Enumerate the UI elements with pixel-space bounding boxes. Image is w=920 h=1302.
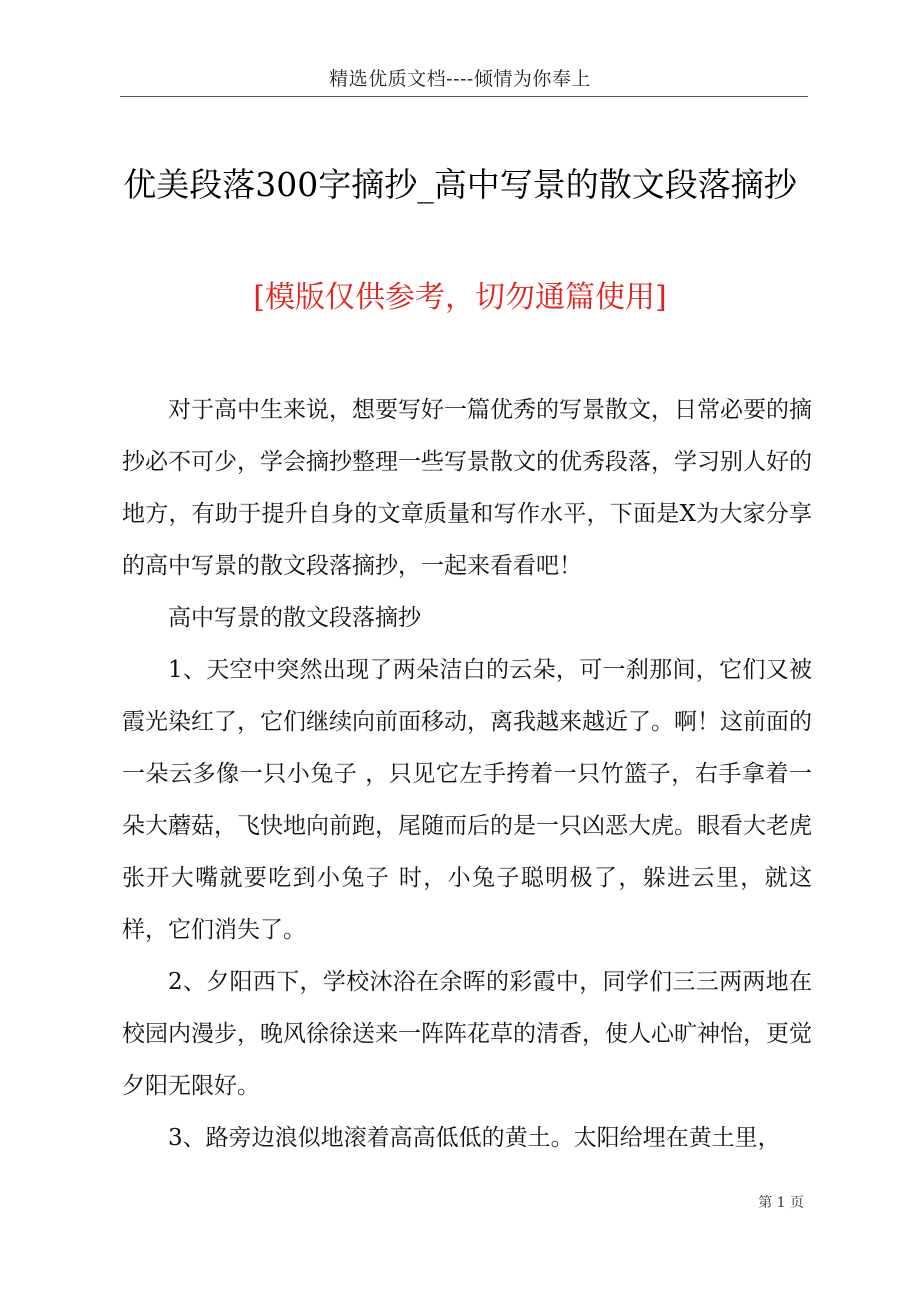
document-body (122, 384, 812, 1164)
excerpt-paragraph-2: 2、夕阳西下，学校沐浴在余晖的彩霞中，同学们三三两两地在校园内漫步，晚风徐徐送来一阵阵花草的清香，使人心旷神怡，更觉夕阳无限好。 (122, 969, 812, 1099)
excerpt-paragraph-3: 3、路旁边浪似地滚着高高低低的黄土。太阳给埋在黄土里， (168, 1125, 781, 1151)
page-header: 精选优质文档----倾情为你奉上 (329, 68, 591, 90)
section-heading: 高中写景的散文段落摘抄 (168, 605, 421, 631)
page-number: 第 1 页 (758, 1195, 804, 1211)
intro-paragraph: 对于高中生来说，想要写好一篇优秀的写景散文，日常必要的摘抄必不可少，学会摘抄整理一些写景散文的优秀段落，学习别人好的地方，有助于提升自身的文章质量和写作水平，下面是X为大家分享的高中写景的散文段落摘抄，一起来看看吧！ (122, 397, 812, 579)
document-title: 优美段落300字摘抄_高中写景的散文段落摘抄 (123, 165, 797, 204)
document-subtitle: [模版仅供参考，切勿通篇使用] (253, 280, 667, 315)
header-divider (120, 96, 808, 97)
excerpt-paragraph-1: 1、天空中突然出现了两朵洁白的云朵，可一刹那间，它们又被霞光染红了，它们继续向前面移动，离我越来越近了。啊！这前面的一朵云多像一只小兔子 ，只见它左手挎着一只竹篮子，右手拿着一朵大蘑菇，飞快地向前跑，尾随而后的是一只凶恶大虎。眼看大老虎张开大嘴就要吃到小兔子 时，小兔子聪明极了，躲进云里，就这样，它们消失了。 (122, 657, 812, 943)
